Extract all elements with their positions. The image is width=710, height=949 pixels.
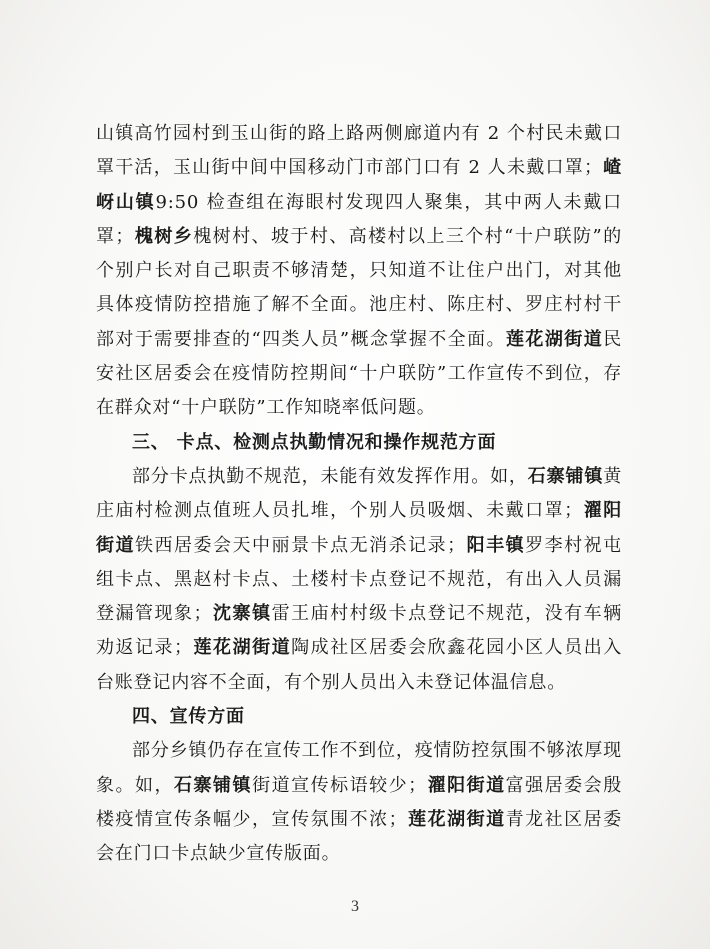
text-run: 雷王庙村村级卡点登记不规范，没有车辆劝返记录； <box>96 603 622 659</box>
bold-place-name: 莲花湖街道 <box>407 808 506 830</box>
paragraph-publicity <box>96 734 622 871</box>
bold-place-name: 莲花湖街道 <box>506 328 604 350</box>
text-run: 青龙社区居委会在门口卡点缺少宣传版面。 <box>96 808 622 865</box>
bold-place-name: 濯阳街道 <box>96 500 622 556</box>
text-run: 部分卡点执勤不规范，未能有效发挥作用。如， <box>132 465 528 487</box>
text-run: 陶成社区居委会欣鑫花园小区人员出入台账登记内容不全面，有个别人员出入未登记体温信息。 <box>96 637 623 693</box>
bold-place-name: 槐树乡 <box>134 225 194 247</box>
document-body <box>96 117 622 872</box>
bold-place-name: 沈寨镇 <box>212 603 272 625</box>
bold-place-name: 石寨铺镇 <box>527 465 604 487</box>
text-run: 富强居委会殷楼疫情宣传条幅少，宣传氛围不浓； <box>96 774 622 830</box>
text-run: 铁西居委会天中丽景卡点无消杀记录； <box>135 534 466 556</box>
text-run: 街道宣传标语较少； <box>252 774 427 796</box>
section-heading-3: 三、 卡点、检测点执勤情况和操作规范方面 <box>132 431 497 453</box>
text-run: 罗李村祝屯组卡点、黑赵村卡点、土楼村卡点登记不规范，有出入人员漏登漏管现象； <box>96 534 622 625</box>
section-heading-4: 四、宣传方面 <box>132 706 245 728</box>
bold-place-name: 嵖岈山镇 <box>96 157 622 213</box>
paragraph-continued-inspection <box>96 117 622 426</box>
text-run: 9:50 检查组在海眼村发现四人聚集，其中两人未戴口罩； <box>96 191 622 247</box>
bold-place-name: 阳丰镇 <box>465 534 526 556</box>
bold-place-name: 莲花湖街道 <box>192 637 292 659</box>
text-run: 槐树村、坡于村、高楼村以上三个村“十户联防”的个别户长对自己职责不够清楚，只知道不让住户出门，对其他具体疫情防控措施了解不全面。池庄村、陈庄村、罗庄村村干部对于需要排查的“四类人员”概念掌握不全面。 <box>96 225 622 350</box>
text-run: 黄庄庙村检测点值班人员扎堆，个别人员吸烟、未戴口罩； <box>96 465 622 522</box>
bold-place-name: 石寨铺镇 <box>174 774 253 796</box>
paragraph-checkpoints <box>96 460 622 700</box>
text-run: 山镇高竹园村到玉山街的路上路两侧廊道内有 2 个村民未戴口罩干活，玉山街中间中国移动门市部门口有 2 人未戴口罩； <box>96 123 622 179</box>
text-run: 部分乡镇仍存在宣传工作不到位，疫情防控氛围不够浓厚现象。如， <box>96 740 622 796</box>
text-run: 民安社区居委会在疫情防控期间“十户联防”工作宣传不到位，存在群众对“十户联防”工作知晓率低问题。 <box>96 328 622 419</box>
page-number: 3 <box>351 898 359 915</box>
bold-place-name: 濯阳街道 <box>426 774 506 796</box>
